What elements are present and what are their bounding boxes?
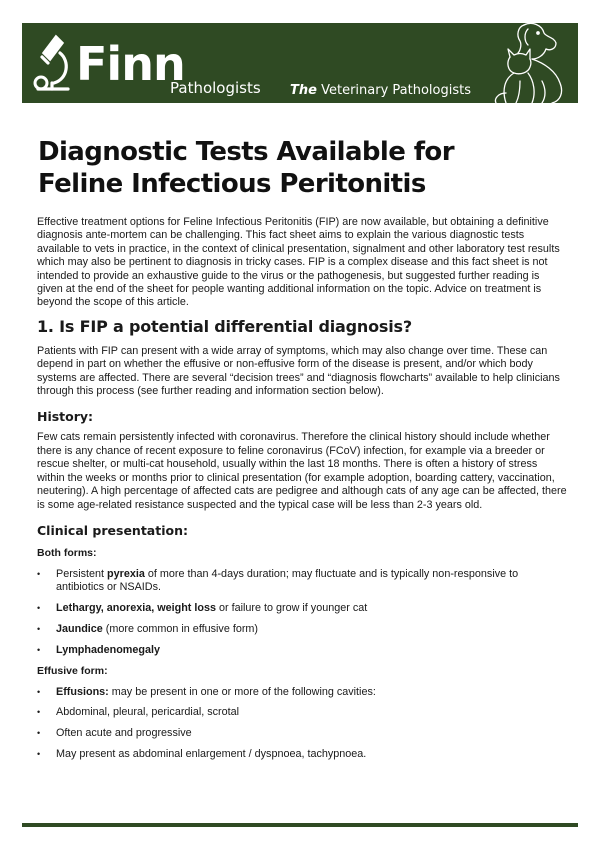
- list-item: • Abdominal, pleural, pericardial, scrotal: [37, 706, 567, 719]
- list-item: • Lymphadenomegaly: [37, 644, 567, 657]
- both-forms-label: Both forms:: [37, 546, 97, 559]
- list-item: • Often acute and progressive: [37, 727, 567, 740]
- tagline-emphasis: The: [290, 83, 317, 98]
- page-title: [38, 136, 454, 200]
- document-body: [37, 216, 567, 769]
- both-forms-list: [37, 568, 567, 657]
- title-line-1: Diagnostic Tests Available for: [38, 137, 454, 167]
- brand-subtitle: Pathologists: [170, 79, 261, 97]
- clinical-presentation-heading: Clinical presentation:: [37, 522, 188, 538]
- title-line-2: Feline Infectious Peritonitis: [38, 169, 426, 199]
- tagline: [290, 84, 471, 97]
- list-item: • Effusions: may be present in one or more of the following cavities:: [37, 686, 567, 699]
- microscope-logo-icon: [32, 33, 72, 95]
- brand-name: Finn: [76, 37, 185, 91]
- tagline-text: Veterinary Pathologists: [316, 83, 471, 98]
- section-1-paragraph: Patients with FIP can present with a wide array of symptoms, which may also change over time. These can depend in part on whether the effusive or non-effusive form of the disease is present, and/or which body systems are affected. There are several “decision trees” and “diagnosis flowcharts” available to help clinicians through this process (see further reading and information section below).: [37, 344, 560, 398]
- history-heading: History:: [37, 409, 94, 425]
- section-1-heading: 1. Is FIP a potential differential diagnosis?: [37, 316, 412, 336]
- dog-cat-line-art-icon: [480, 23, 578, 103]
- list-item: • Lethargy, anorexia, weight loss or failure to grow if younger cat: [37, 602, 567, 615]
- header-banner: [22, 23, 578, 103]
- intro-paragraph: Effective treatment options for Feline Infectious Peritonitis (FIP) are now available, but obtaining a definitive diagnosis ante-mortem can be challenging. This fact sheet aims to explain the various diagnostic tests available to vets in practice, in the context of clinical presentation, signalment and other laboratory test results which may also be pertinent to diagnosis in tricky cases. FIP is a complex disease and this fact sheet is not intended to provide an exhaustive guide to the virus or the pathogenesis, but suggested further reading is given at the end of the sheet for people wanting additional information on the topic. Advice on treatment is beyond the scope of this article.: [37, 216, 560, 309]
- list-item: • May present as abdominal enlargement / dyspnoea, tachypnoea.: [37, 748, 567, 761]
- list-item: • Jaundice (more common in effusive form): [37, 623, 567, 636]
- footer-divider: [22, 823, 578, 827]
- list-item: • Persistent pyrexia of more than 4-days duration; may fluctuate and is typically non-responsive to antibiotics or NSAIDs.: [37, 568, 567, 595]
- effusive-form-list: [37, 686, 567, 762]
- history-paragraph: Few cats remain persistently infected with coronavirus. Therefore the clinical history should include whether there is any chance of recent exposure to feline coronavirus (FCoV) infection, for example via a breeder or rescue shelter, or multi-cat household, usually within the last 18 months. There is often a history of stress within the weeks or months prior to clinical presentation (for example adoption, boarding cattery, vaccination, neutering). A high percentage of affected cats are pedigree and although cats of any age can be affected, there is some age-related resistance suspected and the typical case will be less than 2-3 years old.: [37, 431, 567, 511]
- effusive-form-label: Effusive form:: [37, 664, 108, 677]
